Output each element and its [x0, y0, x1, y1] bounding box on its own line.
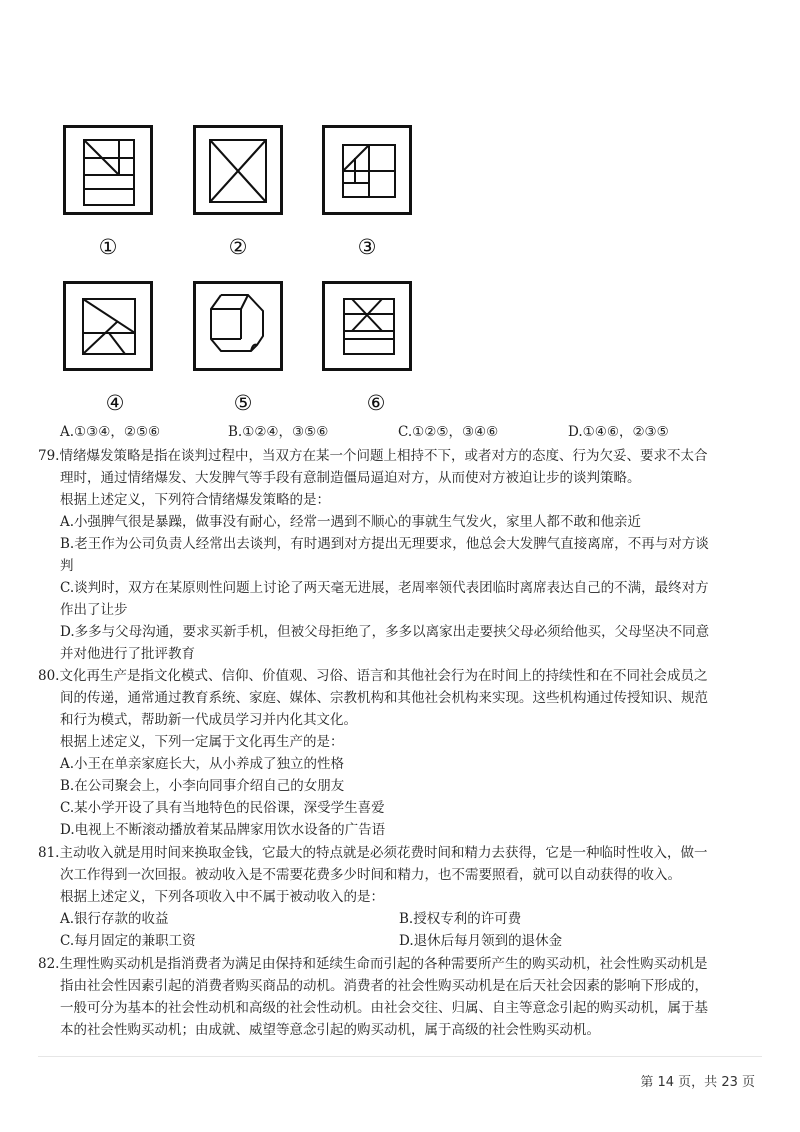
figure-label-6: ⑥ [366, 391, 386, 415]
q80-stem-line1: 80.文化再生产是指文化模式、信仰、价值观、习俗、语言和其他社会行为在时间上的持续性和在不同社会成员之 [38, 668, 708, 684]
q81-stem-line1: 81.主动收入就是用时间来换取金钱，它最大的特点就是必须花费时间和精力去获得，它是一种临时性收入，做一 [38, 845, 708, 861]
figure-label-1: ① [98, 235, 118, 259]
q79-option-c-line1: C.谈判时，双方在某原则性问题上讨论了两天毫无进展，老周率领代表团临时离席表达自己的不满，最终对方 [60, 580, 709, 596]
q79-option-b-line1: B.老王作为公司负责人经常出去谈判，有时遇到对方提出无理要求，他总会大发脾气直接离席，不再与对方谈 [60, 536, 709, 552]
q78-option-a: A.①③④，②⑤⑥ [60, 424, 161, 440]
q79-option-d-line1: D.多多与父母沟通，要求买新手机，但被父母拒绝了，多多以离家出走要挟父母必须给他买，父母坚决不同意 [60, 624, 710, 640]
q81-options-row1 [38, 908, 738, 930]
q79-option-b-line2: 判 [60, 558, 74, 574]
q78-option-d: D.①④⑥，②③⑤ [568, 424, 669, 440]
q80-option-c: C.某小学开设了具有当地特色的民俗课，深受学生喜爱 [60, 800, 385, 816]
q78-options [60, 420, 760, 440]
figure-label-5: ⑤ [233, 391, 253, 415]
q80-option-d: D.电视上不断滚动播放着某品牌家用饮水设备的广告语 [60, 822, 386, 838]
q79-option-d-line2: 并对他进行了批评教育 [60, 646, 195, 662]
q81-options-row2 [38, 930, 738, 952]
q81-option-c: C.每月固定的兼职工资 [60, 933, 196, 949]
question-82 [38, 953, 738, 1041]
q80-stem-line3: 和行为模式，帮助新一代成员学习并内化其文化。 [60, 712, 357, 728]
q80-option-b: B.在公司聚会上，小李向同事介绍自己的女朋友 [60, 778, 345, 794]
q82-stem-line2: 指由社会性因素引起的消费者购买商品的动机。消费者的社会性购买动机是在后天社会因素的影响下形成的， [60, 978, 708, 994]
q81-stem-line2: 次工作得到一次回报。被动收入是不需要花费多少时间和精力，也不需要照看，就可以自动获得的收入。 [60, 867, 681, 883]
q78-option-b: B.①②④，③⑤⑥ [228, 424, 329, 440]
q81-option-b: B.授权专利的许可费 [399, 911, 522, 927]
question-81 [38, 842, 738, 952]
q78-option-c: C.①②⑤，③④⑥ [398, 424, 499, 440]
figure-6 [322, 281, 412, 371]
q81-option-d: D.退休后每月领到的退休金 [399, 933, 563, 949]
q79-option-c-line2: 作出了让步 [60, 602, 128, 618]
figure-5 [193, 281, 283, 371]
figure-label-3: ③ [357, 235, 377, 259]
footer-divider [38, 1056, 762, 1057]
q82-stem-line1: 82.生理性购买动机是指消费者为满足由保持和延续生命而引起的各种需要所产生的购买动机，社会性购买动机是 [38, 956, 708, 972]
q80-prompt: 根据上述定义，下列一定属于文化再生产的是： [60, 734, 344, 750]
q81-option-a: A.银行存款的收益 [60, 911, 169, 927]
figure-label-4: ④ [105, 391, 125, 415]
page-number: 第 14 页，共 23 页 [640, 1075, 755, 1090]
q80-stem-line2: 间的传递，通常通过教育系统、家庭、媒体、宗教机构和其他社会机构来实现。这些机构通过传授知识、规范 [60, 690, 708, 706]
q79-stem-line1: 79.情绪爆发策略是指在谈判过程中，当双方在某一个问题上相持不下，或者对方的态度、行为欠妥、要求不太合 [38, 448, 708, 464]
q79-stem-line2: 理时，通过情绪爆发、大发脾气等手段有意制造僵局逼迫对方，从而使对方被迫让步的谈判策略。 [60, 470, 641, 486]
q79-option-a: A.小强脾气很是暴躁，做事没有耐心，经常一遇到不顺心的事就生气发火，家里人都不敢和他亲近 [60, 514, 642, 530]
figure-2 [193, 125, 283, 215]
q82-stem-line3: 一般可分为基本的社会性动机和高级的社会性动机。由社会交往、归属、自主等意念引起的购买动机，属于基 [60, 1000, 708, 1016]
question-79 [38, 445, 738, 665]
question-80 [38, 665, 738, 841]
figure-label-2: ② [228, 235, 248, 259]
figure-1 [63, 125, 153, 215]
figure-4 [63, 281, 153, 371]
figure-3 [322, 125, 412, 215]
q81-prompt: 根据上述定义，下列各项收入中不属于被动收入的是： [60, 889, 384, 905]
q79-prompt: 根据上述定义，下列符合情绪爆发策略的是： [60, 492, 330, 508]
q82-stem-line4: 本的社会性购买动机；由成就、威望等意念引起的购买动机，属于高级的社会性购买动机。 [60, 1022, 600, 1038]
q80-option-a: A.小王在单亲家庭长大，从小养成了独立的性格 [60, 756, 345, 772]
